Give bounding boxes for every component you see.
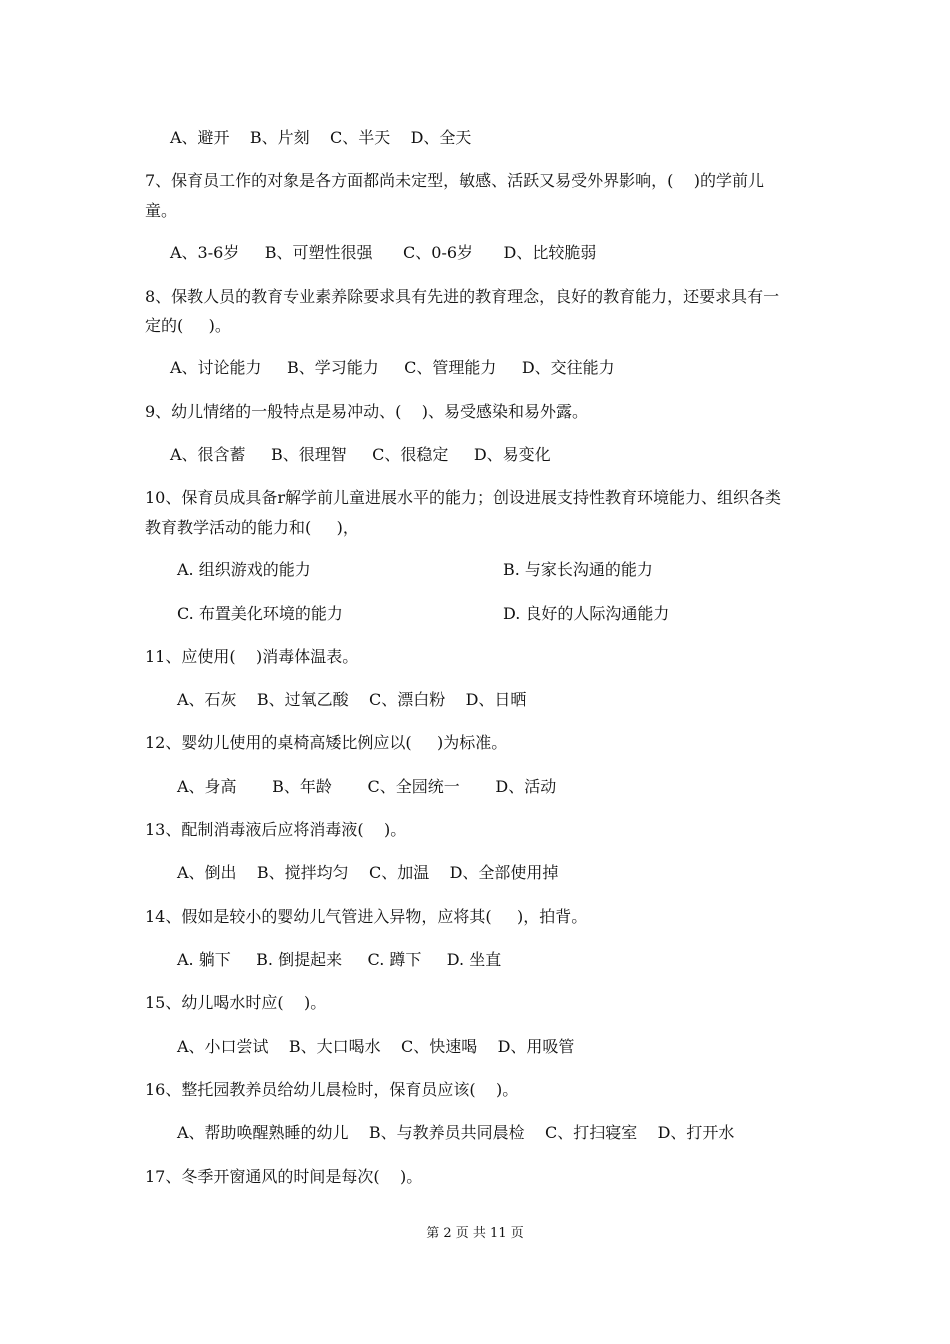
options-q15: A、小口尝试 B、大口喝水 C、快速喝 D、用吸管	[177, 1037, 575, 1056]
question-9: 9、幼儿情绪的一般特点是易冲动、( )、易受感染和易外露。	[145, 402, 589, 421]
question-8-continued: 定的( )。	[145, 316, 231, 335]
options-q11: A、石灰 B、过氧乙酸 C、漂白粉 D、日晒	[177, 690, 527, 709]
question-17: 17、冬季开窗通风的时间是每次( )。	[145, 1167, 423, 1186]
options-q6: A、避开 B、片刻 C、半天 D、全天	[170, 128, 472, 147]
options-q16: A、帮助唤醒熟睡的幼儿 B、与教养员共同晨检 C、打扫寝室 D、打开水	[177, 1123, 735, 1142]
options-q13: A、倒出 B、搅拌均匀 C、加温 D、全部使用掉	[177, 863, 559, 882]
question-7: 7、保育员工作的对象是各方面都尚未定型，敏感、活跃又易受外界影响，( )的学前儿	[145, 171, 765, 190]
question-11: 11、应使用( )消毒体温表。	[145, 647, 359, 666]
options-q7: A、3-6岁 B、可塑性很强 C、0-6岁 D、比较脆弱	[170, 243, 597, 262]
question-14: 14、假如是较小的婴幼儿气管进入异物，应将其( )，拍背。	[145, 907, 588, 926]
question-12: 12、婴幼儿使用的桌椅高矮比例应以( )为标准。	[145, 733, 508, 752]
option-q10-b: B. 与家长沟通的能力	[503, 560, 653, 579]
question-10: 10、保育员成具备r解学前儿童进展水平的能力；创设进展支持性教育环境能力、组织各类	[145, 488, 782, 507]
question-16: 16、整托园教养员给幼儿晨检时，保育员应该( )。	[145, 1080, 519, 1099]
question-10-continued: 教育教学活动的能力和( )，	[145, 518, 359, 537]
page-footer: 第 2 页 共 11 页	[426, 1226, 524, 1241]
question-13: 13、配制消毒液后应将消毒液( )。	[145, 820, 407, 839]
option-q10-c: C. 布置美化环境的能力	[177, 604, 343, 623]
options-q8: A、讨论能力 B、学习能力 C、管理能力 D、交往能力	[170, 358, 615, 377]
options-q14: A. 躺下 B. 倒提起来 C. 蹲下 D. 坐直	[177, 950, 502, 969]
option-q10-d: D. 良好的人际沟通能力	[503, 604, 670, 623]
options-q9: A、很含蓄 B、很理智 C、很稳定 D、易变化	[170, 445, 551, 464]
option-q10-a: A. 组织游戏的能力	[177, 560, 311, 579]
options-q12: A、身高 B、年龄 C、全园统一 D、活动	[177, 777, 557, 796]
question-7-continued: 童。	[145, 201, 178, 220]
question-15: 15、幼儿喝水时应( )。	[145, 993, 327, 1012]
question-8: 8、保教人员的教育专业素养除要求具有先进的教育理念，良好的教育能力，还要求具有一	[145, 287, 780, 306]
